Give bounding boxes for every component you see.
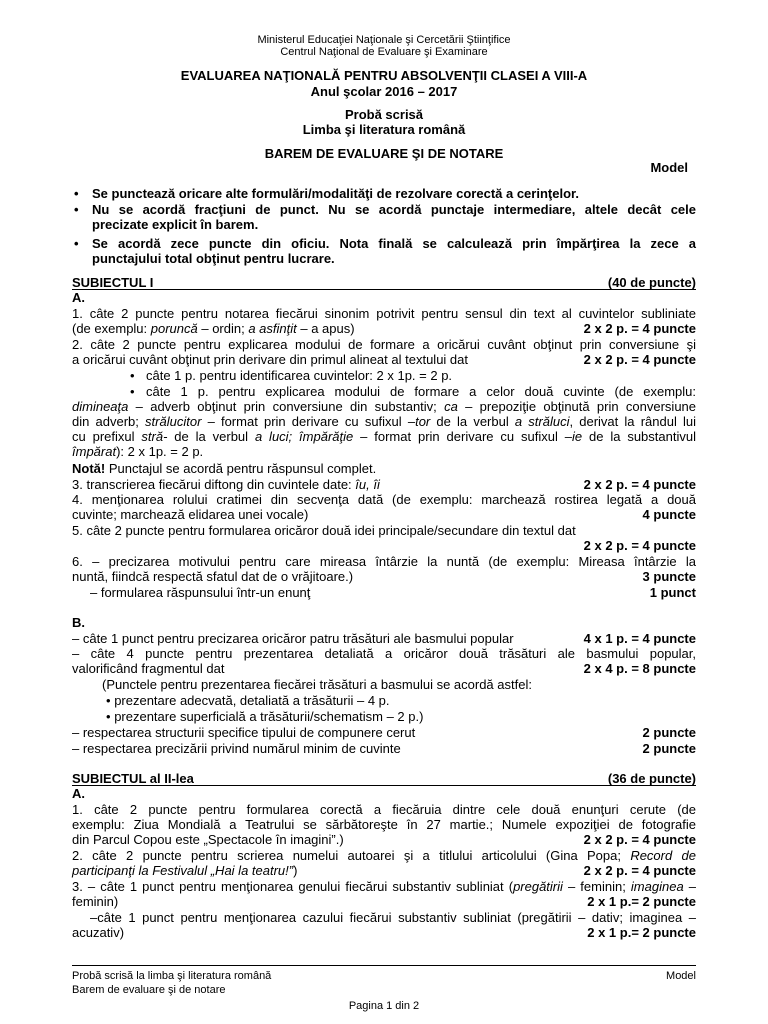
s2-item3-line2: feminin) 2 x 1 p.= 2 puncte (72, 894, 696, 909)
ministry-name: Ministerul Educaţiei Naţionale şi Cercetării Ştiinţifice (257, 34, 511, 46)
s1-item6-points: 3 puncte (642, 569, 696, 584)
section-b-label: B. (72, 615, 85, 630)
s1-item6-points2: 1 punct (649, 585, 696, 600)
s1-b-note: (Punctele pentru prezentarea fiecărei trăsături a basmului se acordă astfel: (102, 677, 532, 692)
s2-item1-line1: 1. câte 2 puncte pentru formularea corectă a fiecăruia dintre cele două enunţuri cerute (de (72, 802, 696, 817)
footer-exam: Probă scrisă la limba şi literatura română (72, 970, 272, 982)
footer-model: Model (666, 970, 696, 982)
subject-label: Limba şi literatura română (302, 122, 466, 137)
s1-item1-line1: 1. câte 2 puncte pentru notarea fiecărui sinonim potrivit pentru sensul din text al cuvintelor subliniate (72, 306, 696, 321)
s2-item3-line4: acuzativ) 2 x 1 p.= 2 puncte (72, 925, 696, 940)
subject-1-points: (40 de puncte) (607, 275, 696, 290)
s1-b-item4: – respectarea precizării privind numărul minim de cuvinte 2 puncte (72, 741, 696, 756)
s1-b-item3-points: 2 puncte (642, 725, 696, 740)
school-year: Anul şcolar 2016 – 2017 (310, 84, 458, 99)
s2-item3-line3: –câte 1 punct pentru menţionarea cazului fiecărui substantiv subliniat (pregătirii – dativ; imaginea – (90, 910, 696, 925)
s1-item2-points: 2 x 2 p. = 4 puncte (583, 352, 696, 367)
s2-item1-line2: exemplu: Ziua Mondială a Teatrului se sărbătoreşte în 27 martie.; Numele expoziţiei de fotografie (72, 817, 696, 832)
s1-item5-points: 2 x 2 p. = 4 puncte (583, 538, 696, 553)
s1-b-item2-line2: valorificând fragmentul dat 2 x 4 p. = 8 puncte (72, 661, 696, 676)
s2-item2-points: 2 x 2 p. = 4 puncte (583, 863, 696, 878)
model-label: Model (650, 160, 688, 175)
s1-b-item2-line1: – câte 4 puncte pentru prezentarea detaliată a oricăror două trăsături ale basmului popular, (72, 646, 696, 661)
s2-item2-line2: participanţi la Festivalul „Hai la teatru!”) 2 x 2 p. = 4 puncte (72, 863, 696, 878)
s1-note: Notă! Punctajul se acordă pentru răspunsul complet. (72, 461, 377, 476)
s1-item1-points: 2 x 2 p. = 4 puncte (583, 321, 696, 336)
s1-item2-bullet2-line1: câte 1 p. pentru explicarea modului de formare a celor două cuvinte (de exemplu: (146, 384, 696, 399)
s1-item4-points: 4 puncte (642, 507, 696, 522)
s1-item2-line1: 2. câte 2 puncte pentru explicarea modului de formare a oricărui cuvânt obţinut prin conversiune şi (72, 337, 696, 352)
s1-item2-bullet2-line5: împărat): 2 x 1p. = 2 p. (72, 444, 204, 459)
s1-item2-bullet2-line4: cu prefixul stră- de la verbul a luci; împărăţie – format prin derivare cu sufixul –ie de la substantivul (72, 429, 696, 444)
s1-b-item1: – câte 1 punct pentru precizarea oricăror patru trăsături ale basmului popular 4 x 1 p. = 4 puncte (72, 631, 696, 646)
proba-label: Probă scrisă (344, 107, 424, 122)
subject-2-points: (36 de puncte) (607, 771, 696, 786)
s1-b-item4-points: 2 puncte (642, 741, 696, 756)
s1-b-item1-points: 4 x 1 p. = 4 puncte (583, 631, 696, 646)
s2-item3-points2: 2 x 1 p.= 2 puncte (587, 925, 696, 940)
exam-title: EVALUAREA NAŢIONALĂ PENTRU ABSOLVENŢII CLASEI A VIII-A (180, 68, 588, 83)
s1-item6-line3: – formularea răspunsului într-un enunţ 1 punct (90, 585, 696, 600)
s1-b-note-bullet2: • prezentare superficială a trăsăturii/schematism – 2 p.) (106, 709, 424, 724)
s1-item2-line2: a oricărui cuvânt obţinut prin derivare din primul alineat al textului dat 2 x 2 p. = 4 puncte (72, 352, 696, 367)
s2-item2-line1: 2. câte 2 puncte pentru scrierea numelui autoarei şi a titlului articolului (Gina Popa; Record de (72, 848, 697, 863)
footer-barem: Barem de evaluare şi de notare (72, 984, 226, 996)
s1-item4-line1: 4. menţionarea rolului cratimei din secvenţa dată (de exemplu: marchează rostirea legată a două (72, 492, 696, 507)
s2-item3-line1: 3. – câte 1 punct pentru menţionarea genului fiecărui substantiv subliniat (pregătirii – feminin; imaginea – (72, 879, 696, 894)
subject-1-heading: SUBIECTUL I (40 de puncte) (72, 275, 696, 290)
section-a-label: A. (72, 290, 85, 305)
s2-item1-line3: din Parcul Copou este „Spectacole în imagini”.) 2 x 2 p. = 4 puncte (72, 832, 696, 847)
footer-rule (72, 965, 696, 966)
s1-item6-line1: 6. – precizarea motivului pentru care mireasa întârzie la nuntă (de exemplu: Mireasa întârzie la (72, 554, 696, 569)
center-name: Centrul Naţional de Evaluare şi Examinare (280, 46, 488, 58)
barem-title: BAREM DE EVALUARE ŞI DE NOTARE (264, 146, 504, 161)
s2-item3-points: 2 x 1 p.= 2 puncte (587, 894, 696, 909)
subject-2-heading: SUBIECTUL al II-lea (36 de puncte) (72, 771, 696, 786)
s1-item4-line2: cuvinte; marchează elidarea unei vocale) 4 puncte (72, 507, 696, 522)
s1-item2-bullet2-line3: din adverb; strălucitor – format prin derivare cu sufixul –tor de la verbul a străluci, derivat la rândul lui (72, 414, 697, 429)
subject-2-section-a: A. (72, 786, 85, 801)
s1-item5-line1: 5. câte 2 puncte pentru formularea oricăror două idei principale/secundare din textul dat (72, 523, 576, 538)
s1-b-item3: – respectarea structurii specifice tipului de compunere cerut 2 puncte (72, 725, 696, 740)
s1-item1-line2: (de exemplu: poruncă – ordin; a asfinţit – a apus) 2 x 2 p. = 4 puncte (72, 321, 696, 336)
s1-item3: 3. transcrierea fiecărui diftong din cuvintele date: îu, îi 2 x 2 p. = 4 puncte (72, 477, 696, 492)
s2-item1-points: 2 x 2 p. = 4 puncte (583, 832, 696, 847)
s1-item2-bullet2-line2: dimineaţa – adverb obţinut prin conversiune din substantiv; ca – prepoziţie obţinută prin conversiune (72, 399, 697, 414)
s1-b-item2-points: 2 x 4 p. = 8 puncte (583, 661, 696, 676)
s1-item6-line2: nuntă, fiindcă respectă sfatul dat de o vrăjitoare.) 3 puncte (72, 569, 696, 584)
s1-b-note-bullet1: • prezentare adecvată, detaliată a trăsăturii – 4 p. (106, 693, 390, 708)
s1-item3-points: 2 x 2 p. = 4 puncte (583, 477, 696, 492)
page-number: Pagina 1 din 2 (348, 1000, 420, 1012)
